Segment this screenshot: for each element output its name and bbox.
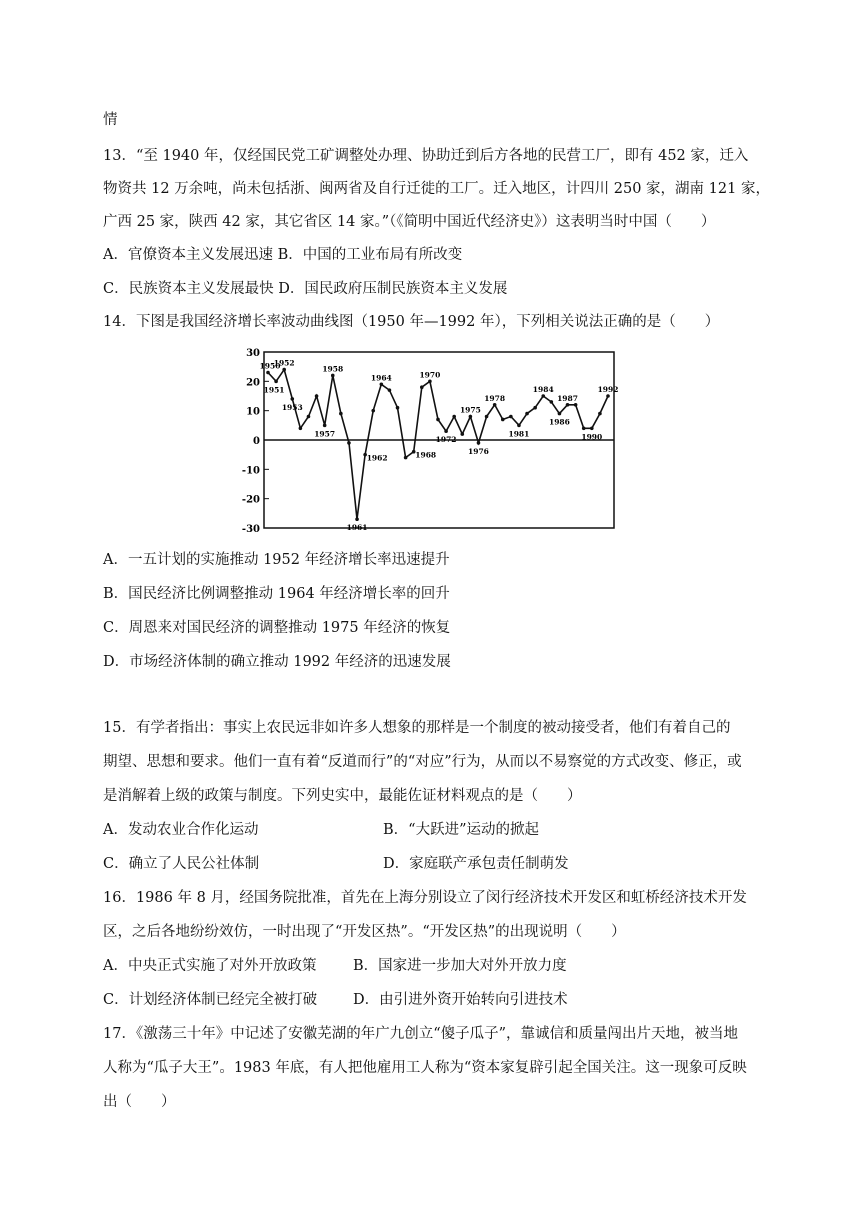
q15-option-b: B．“大跃进”运动的掀起 xyxy=(383,822,539,838)
data-point-1954 xyxy=(299,426,303,430)
y-tick-label: -30 xyxy=(241,524,260,535)
data-point-1958 xyxy=(331,374,335,378)
data-point-1978 xyxy=(493,403,497,407)
year-annotation-1970: 1970 xyxy=(419,370,441,380)
q15-stem-line3: 是消解着上级的政策与制度。下列史实中，最能佐证材料观点的是（ ） xyxy=(103,788,582,804)
data-point-1986 xyxy=(558,412,562,416)
data-point-1953 xyxy=(290,397,294,401)
year-annotation-1992: 1992 xyxy=(597,385,619,394)
data-point-1991 xyxy=(598,412,602,416)
year-annotation-1968: 1968 xyxy=(415,450,437,460)
data-point-1985 xyxy=(550,400,554,404)
q13-options-cd: C．民族资本主义发展最快 D．国民政府压制民族资本主义发展 xyxy=(103,281,508,297)
year-annotation-1950: 1950 xyxy=(259,361,281,371)
y-tick-label: 10 xyxy=(246,406,260,418)
year-annotation-1981: 1981 xyxy=(508,429,530,439)
data-point-1988 xyxy=(574,403,578,407)
year-annotation-1958: 1958 xyxy=(322,364,344,374)
year-annotation-1978: 1978 xyxy=(484,393,506,403)
year-annotations xyxy=(260,359,619,533)
q13-options-ab: A．官僚资本主义发展迅速 B．中国的工业布局有所改变 xyxy=(103,247,463,263)
data-point-1963 xyxy=(371,409,375,413)
y-tick-label: 30 xyxy=(246,348,260,359)
q14-stem: 14．下图是我国经济增长率波动曲线图（1950 年—1992 年），下列相关说法正确的是（ ） xyxy=(103,314,720,330)
year-annotation-1961: 1961 xyxy=(346,523,368,533)
data-point-1983 xyxy=(533,406,537,410)
data-point-1970 xyxy=(428,380,432,384)
q15-option-c: C．确立了人民公社体制 xyxy=(103,856,260,872)
q13-stem-line2: 物资共 12 万余吨，尚未包括浙、闽两省及自行迁徙的工厂。迁入地区，计四川 250 家，湖南 121 家， xyxy=(103,181,770,197)
data-point-1972 xyxy=(444,429,448,433)
year-annotation-1951: 1951 xyxy=(263,385,285,395)
q15-stem-line2: 期望、思想和要求。他们一直有着“反道而行”的“对应”行为，从而以不易察觉的方式改变、修正，或 xyxy=(103,754,742,770)
year-annotation-1957: 1957 xyxy=(314,429,336,439)
data-point-1981 xyxy=(517,424,521,428)
growth-rate-chart-svg xyxy=(238,346,620,536)
q16-stem-line1: 16．1986 年 8 月，经国务院批准，首先在上海分别设立了闵行经济技术开发区和虹桥经济技术开发 xyxy=(103,890,747,906)
q15-option-a: A．发动农业合作化运动 xyxy=(103,822,259,838)
y-tick-label: 0 xyxy=(253,436,260,447)
q17-stem-line3: 出（ ） xyxy=(103,1094,176,1110)
q15-stem-line1: 15．有学者指出：事实上农民远非如许多人想象的那样是一个制度的被动接受者，他们有着自己的 xyxy=(103,720,731,736)
data-point-1992 xyxy=(606,394,610,398)
data-point-1965 xyxy=(388,388,392,392)
data-point-1979 xyxy=(501,418,505,422)
data-point-1976 xyxy=(477,441,481,445)
q14-option-c: C．周恩来对国民经济的调整推动 1975 年经济的恢复 xyxy=(103,620,451,636)
q17-stem-line1: 17．《激荡三十年》中记述了安徽芜湖的年广九创立“傻子瓜子”，靠诚信和质量闯出片天地，被当地 xyxy=(103,1026,739,1042)
top-fragment: 情 xyxy=(103,112,118,128)
q16-option-a: A．中央正式实施了对外开放政策 xyxy=(103,958,317,974)
data-points xyxy=(263,368,610,521)
data-point-1966 xyxy=(396,406,400,410)
data-point-1971 xyxy=(436,418,440,422)
data-point-1982 xyxy=(525,412,529,416)
y-tick-label: 20 xyxy=(246,377,260,389)
year-annotation-1986: 1986 xyxy=(548,417,570,427)
data-point-1964 xyxy=(380,382,384,386)
data-point-1961 xyxy=(355,517,359,521)
q13-stem-line1: 13．“至 1940 年，仅经国民党工矿调整处办理、协助迁到后方各地的民营工厂，即有 452 家，迁入 xyxy=(103,148,749,164)
data-point-1984 xyxy=(541,394,545,398)
data-point-1967 xyxy=(404,456,408,460)
data-point-1980 xyxy=(509,415,513,419)
year-annotation-1953: 1953 xyxy=(281,402,303,412)
growth-rate-chart xyxy=(238,346,620,536)
data-point-1955 xyxy=(307,415,311,419)
data-point-1956 xyxy=(315,394,319,398)
year-annotation-1987: 1987 xyxy=(557,393,578,403)
data-point-1952 xyxy=(282,368,286,372)
year-annotation-1962: 1962 xyxy=(366,453,388,463)
q16-option-d: D．由引进外资开始转向引进技术 xyxy=(353,992,568,1008)
q14-option-d: D．市场经济体制的确立推动 1992 年经济的迅速发展 xyxy=(103,654,451,670)
year-annotation-1972: 1972 xyxy=(435,435,457,445)
year-annotation-1990: 1990 xyxy=(581,432,603,442)
q15-option-d: D．家庭联产承包责任制萌发 xyxy=(383,856,569,872)
year-annotation-1952: 1952 xyxy=(273,358,295,368)
data-point-1951 xyxy=(274,380,278,384)
data-point-1950 xyxy=(266,371,270,375)
q17-stem-line2: 人称为“瓜子大王”。1983 年底，有人把他雇用工人称为“资本家复辟引起全国关注。这一现象可反映 xyxy=(103,1060,747,1076)
data-point-1977 xyxy=(485,415,489,419)
q14-option-a: A．一五计划的实施推动 1952 年经济增长率迅速提升 xyxy=(103,552,450,568)
y-tick-label: -20 xyxy=(241,494,260,506)
year-annotation-1976: 1976 xyxy=(468,446,489,456)
data-point-1969 xyxy=(420,385,424,389)
series-line xyxy=(268,370,608,520)
data-point-1957 xyxy=(323,424,327,428)
y-tick-label: -10 xyxy=(241,465,260,477)
q16-option-b: B．国家进一步加大对外开放力度 xyxy=(353,958,567,974)
year-annotation-1975: 1975 xyxy=(459,405,481,415)
year-annotation-1964: 1964 xyxy=(370,373,392,383)
data-point-1959 xyxy=(339,412,343,416)
q16-stem-line2: 区，之后各地纷纷效仿，一时出现了“开发区热”。“开发区热”的出现说明（ ） xyxy=(103,924,626,940)
data-point-1974 xyxy=(460,432,464,436)
q13-stem-line3: 广西 25 家，陕西 42 家，其它省区 14 家。”（《简明中国近代经济史》）这表明当时中国（ ） xyxy=(103,214,716,230)
q16-option-c: C．计划经济体制已经完全被打破 xyxy=(103,992,318,1008)
y-axis xyxy=(242,348,269,535)
data-point-1987 xyxy=(566,403,570,407)
data-point-1989 xyxy=(582,426,586,430)
data-point-1975 xyxy=(469,415,473,419)
data-point-1990 xyxy=(590,426,594,430)
data-point-1960 xyxy=(347,441,351,445)
year-annotation-1984: 1984 xyxy=(532,385,554,394)
data-point-1973 xyxy=(452,415,456,419)
q14-option-b: B．国民经济比例调整推动 1964 年经济增长率的回升 xyxy=(103,586,450,602)
